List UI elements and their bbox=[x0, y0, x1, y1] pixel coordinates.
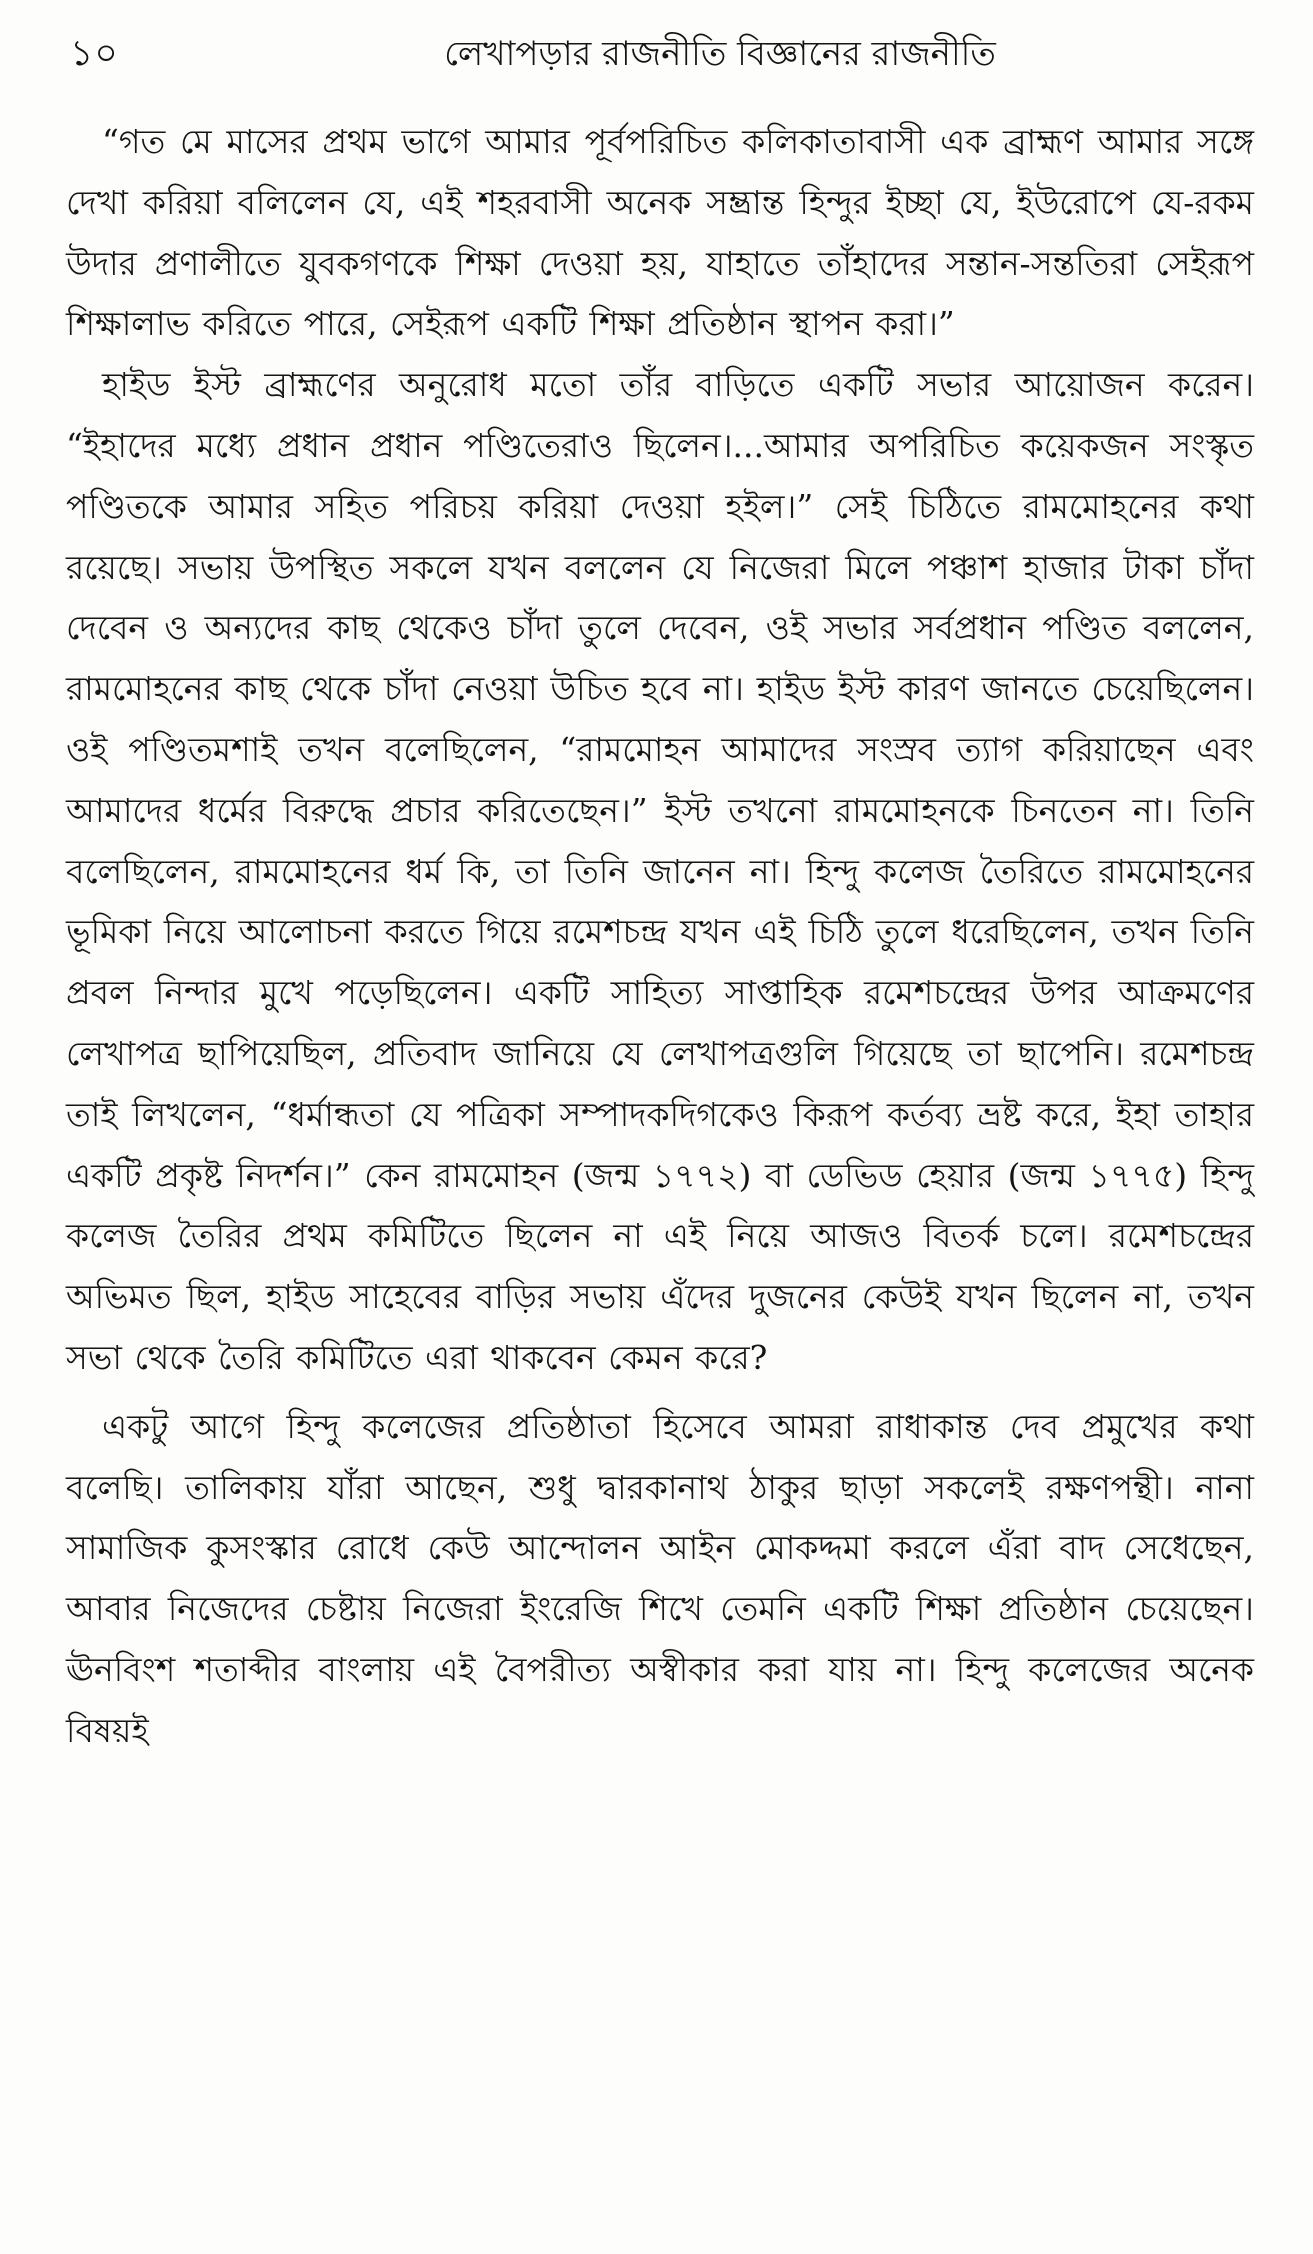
quoted-letter-paragraph: “গত মে মাসের প্রথম ভাগে আমার পূর্বপরিচিত কলিকাতাবাসী এক ব্রাহ্মণ আমার সঙ্গে দেখা করিয়া বলিলেন যে, এই শহরবাসী অনেক সম্ভ্রান্ত হিন্দুর ইচ্ছা যে, ইউরোপে যে-রকম উদার প্রণালীতে যুবকগণকে শিক্ষা দেওয়া হয়, যাহাতে তাঁহাদের সন্তান-সন্ততিরা সেইরূপ শিক্ষালাভ করিতে পারে, সেইরূপ একটি শিক্ষা প্রতিষ্ঠান স্থাপন করা।” bbox=[66, 122, 1254, 344]
page-body bbox=[66, 112, 1254, 2232]
hyde-east-meeting-paragraph: হাইড ইস্ট ব্রাহ্মণের অনুরোধ মতো তাঁর বাড়িতে একটি সভার আয়োজন করেন। “ইহাদের মধ্যে প্রধান প্রধান পণ্ডিতেরাও ছিলেন।...আমার অপরিচিত কয়েকজন সংস্কৃত পণ্ডিতকে আমার সহিত পরিচয় করিয়া দেওয়া হইল।” সেই চিঠিতে রামমোহনের কথা রয়েছে। সভায় উপস্থিত সকলে যখন বললেন যে নিজেরা মিলে পঞ্চাশ হাজার টাকা চাঁদা দেবেন ও অন্যদের কাছ থেকেও চাঁদা তুলে দেবেন, ওই সভার সর্বপ্রধান পণ্ডিত বললেন, রামমোহনের কাছ থেকে চাঁদা নেওয়া উচিত হবে না। হাইড ইস্ট কারণ জানতে চেয়েছিলেন। ওই পণ্ডিতমশাই তখন বলেছিলেন, “রামমোহন আমাদের সংস্রব ত্যাগ করিয়াছেন এবং আমাদের ধর্মের বিরুদ্ধে প্রচার করিতেছেন।” ইস্ট তখনো রামমোহনকে চিনতেন না। তিনি বলেছিলেন, রামমোহনের ধর্ম কি, তা তিনি জানেন না। হিন্দু কলেজ তৈরিতে রামমোহনের ভূমিকা নিয়ে আলোচনা করতে গিয়ে রমেশচন্দ্র যখন এই চিঠি তুলে ধরেছিলেন, তখন তিনি প্রবল নিন্দার মুখে পড়েছিলেন। একটি সাহিত্য সাপ্তাহিক রমেশচন্দ্রের উপর আক্রমণের লেখাপত্র ছাপিয়েছিল, প্রতিবাদ জানিয়ে যে লেখাপত্রগুলি গিয়েছে তা ছাপেনি। রমেশচন্দ্র তাই লিখলেন, “ধর্মান্ধতা যে পত্রিকা সম্পাদকদিগকেও কিরূপ কর্তব্য ভ্রষ্ট করে, ইহা তাহার একটি প্রকৃষ্ট নিদর্শন।” কেন রামমোহন (জন্ম ১৭৭২) বা ডেভিড হেয়ার (জন্ম ১৭৭৫) হিন্দু কলেজ তৈরির প্রথম কমিটিতে ছিলেন না এই নিয়ে আজও বিতর্ক চলে। রমেশচন্দ্রের অভিমত ছিল, হাইড সাহেবের বাড়ির সভায় এঁদের দুজনের কেউই যখন ছিলেন না, তখন সভা থেকে তৈরি কমিটিতে এরা থাকবেন কেমন করে? bbox=[66, 365, 1254, 1377]
running-title: লেখাপড়ার রাজনীতি বিজ্ঞানের রাজনীতি bbox=[444, 34, 996, 74]
hindu-college-founders-paragraph: একটু আগে হিন্দু কলেজের প্রতিষ্ঠাতা হিসেবে আমরা রাধাকান্ত দেব প্রমুখের কথা বলেছি। তালিকায় যাঁরা আছেন, শুধু দ্বারকানাথ ঠাকুর ছাড়া সকলেই রক্ষণপন্থী। নানা সামাজিক কুসংস্কার রোধে কেউ আন্দোলন আইন মোকদ্দমা করলে এঁরা বাদ সেধেছেন, আবার নিজেদের চেষ্টায় নিজেরা ইংরেজি শিখে তেমনি একটি শিক্ষা প্রতিষ্ঠান চেয়েছেন। ঊনবিংশ শতাব্দীর বাংলায় এই বৈপরীত্য অস্বীকার করা যায় না। হিন্দু কলেজের অনেক বিষয়ই bbox=[66, 1406, 1254, 1750]
page-header bbox=[70, 22, 1250, 92]
page-number: ১০ bbox=[70, 33, 119, 74]
